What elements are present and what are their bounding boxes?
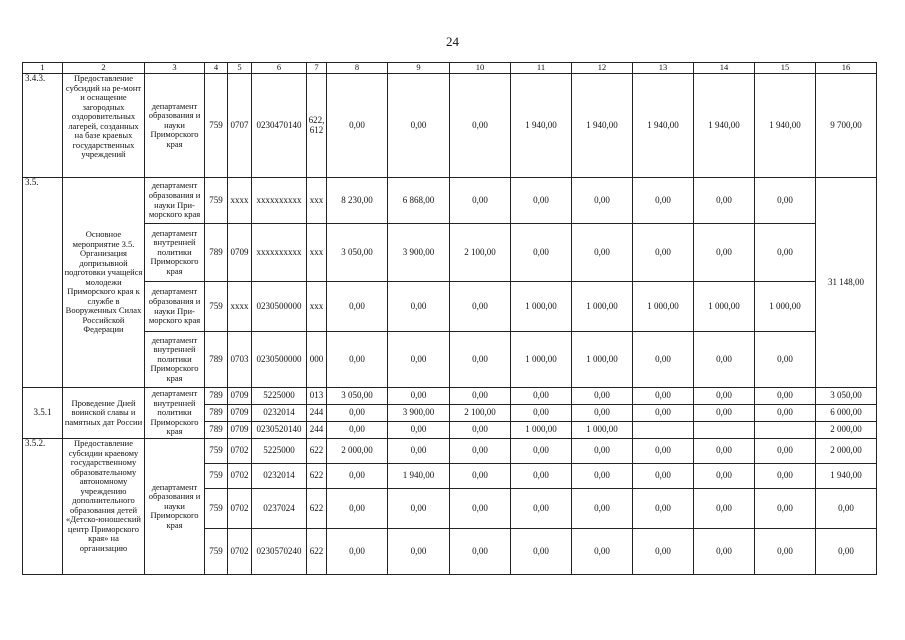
- table-cell: 0,00: [694, 464, 755, 489]
- table-cell: 0,00: [694, 405, 755, 422]
- table-cell: 622: [307, 439, 327, 464]
- table-cell: 0,00: [511, 178, 572, 224]
- table-cell: 759: [205, 529, 228, 575]
- table-cell: 0,00: [755, 332, 816, 388]
- table-cell: 1 940,00: [388, 464, 450, 489]
- table-cell: 3 050,00: [816, 388, 877, 405]
- table-cell: 789: [205, 332, 228, 388]
- table-cell: 1 940,00: [633, 74, 694, 178]
- table-cell: 0,00: [755, 529, 816, 575]
- table-cell: 0,00: [327, 74, 388, 178]
- table-cell: 3 050,00: [327, 388, 388, 405]
- table-cell: 0,00: [450, 439, 511, 464]
- header-cell: 5: [228, 63, 252, 74]
- table-cell: 2 100,00: [450, 224, 511, 282]
- table-cell: 0,00: [327, 489, 388, 529]
- header-cell: 16: [816, 63, 877, 74]
- header-cell: 8: [327, 63, 388, 74]
- table-cell: 0,00: [694, 224, 755, 282]
- table-cell: 0,00: [816, 529, 877, 575]
- table-cell: 0,00: [450, 464, 511, 489]
- budget-table: [22, 62, 877, 575]
- table-cell: 0,00: [633, 178, 694, 224]
- table-cell: 0,00: [327, 282, 388, 332]
- table-cell: 1 940,00: [694, 74, 755, 178]
- table-cell: 0,00: [633, 224, 694, 282]
- table-cell: 0702: [228, 489, 252, 529]
- executor: департамент образования и науки Приморского края: [145, 439, 205, 575]
- header-cell: 2: [63, 63, 145, 74]
- table-cell: 0,00: [511, 529, 572, 575]
- table-cell: 0,00: [694, 439, 755, 464]
- table-cell: 622: [307, 489, 327, 529]
- table-cell: 0,00: [511, 464, 572, 489]
- table-cell: 0,00: [388, 282, 450, 332]
- executor: департамент образования и науки Приморского края: [145, 74, 205, 178]
- item-name: Предоставление субсидии краевому государственному образовательному автономному учреждению дополнительного образования детей «Детско-юношеский центр Приморского края» на организацию: [63, 439, 145, 575]
- table-cell: [694, 422, 755, 439]
- table-cell: 1 000,00: [694, 282, 755, 332]
- table-cell: 1 940,00: [755, 74, 816, 178]
- table-cell: 0709: [228, 422, 252, 439]
- table-cell: 0,00: [572, 464, 633, 489]
- table-cell: 0709: [228, 388, 252, 405]
- table-cell: 6 000,00: [816, 405, 877, 422]
- table-cell: 0,00: [694, 529, 755, 575]
- table-cell: 0,00: [633, 529, 694, 575]
- table-cell: 0,00: [572, 405, 633, 422]
- table-cell: 1 940,00: [816, 464, 877, 489]
- table-cell: 0232014: [252, 405, 307, 422]
- table-cell: 1 000,00: [511, 282, 572, 332]
- table-row-3-4-3: [23, 74, 877, 178]
- table-cell: 0,00: [511, 388, 572, 405]
- table-cell: 0,00: [450, 332, 511, 388]
- header-cell: 4: [205, 63, 228, 74]
- table-cell: 0237024: [252, 489, 307, 529]
- executor: департамент образования и науки При-морского края: [145, 282, 205, 332]
- table-cell: 2 000,00: [816, 422, 877, 439]
- table-cell: 0707: [228, 74, 252, 178]
- table-cell: 9 700,00: [816, 74, 877, 178]
- table-cell: 0,00: [694, 388, 755, 405]
- table-cell: 0230570240: [252, 529, 307, 575]
- table-cell: 0703: [228, 332, 252, 388]
- table-cell: 0,00: [572, 489, 633, 529]
- item-name: Основное мероприятие 3.5. Организация допризывной подготовки учащейся молодежи Приморского края к службе в Вооруженных Силах Российской Федерации: [63, 178, 145, 388]
- table-cell: 5225000: [252, 388, 307, 405]
- table-cell: 0,00: [816, 489, 877, 529]
- table-cell: 0,00: [755, 178, 816, 224]
- table-cell: ххх: [307, 224, 327, 282]
- table-row-3-5-1: [23, 388, 877, 405]
- table-cell: 0,00: [327, 422, 388, 439]
- table-cell: 0,00: [327, 405, 388, 422]
- table-cell: 1 000,00: [511, 422, 572, 439]
- item-name: Проведение Дней воинской славы и памятных дат России: [63, 388, 145, 439]
- header-cell: 6: [252, 63, 307, 74]
- table-cell: 0230500000: [252, 332, 307, 388]
- table-cell: 789: [205, 224, 228, 282]
- table-cell: 2 100,00: [450, 405, 511, 422]
- table-cell: 0,00: [388, 332, 450, 388]
- table-cell: 759: [205, 489, 228, 529]
- table-cell: 3 900,00: [388, 405, 450, 422]
- table-row-3-5: [23, 224, 877, 282]
- table-cell: 1 000,00: [633, 282, 694, 332]
- table-cell: 0709: [228, 405, 252, 422]
- executor: департамент внутренней политики Приморского края: [145, 388, 205, 439]
- table-cell: ххх: [307, 282, 327, 332]
- table-cell: 0,00: [511, 489, 572, 529]
- table-cell: 1 000,00: [572, 332, 633, 388]
- table-cell: 759: [205, 282, 228, 332]
- table-row-3-5: [23, 178, 877, 224]
- table-cell: 0,00: [327, 529, 388, 575]
- table-cell: 0,00: [572, 529, 633, 575]
- table-cell: 8 230,00: [327, 178, 388, 224]
- header-cell: 14: [694, 63, 755, 74]
- table-cell: 1 940,00: [572, 74, 633, 178]
- executor: департамент внутренней политики Приморского края: [145, 332, 205, 388]
- table-cell: хххххххххх: [252, 178, 307, 224]
- table-cell: 2 000,00: [816, 439, 877, 464]
- table-cell: 0230470140: [252, 74, 307, 178]
- table-row-3-5: [23, 282, 877, 332]
- table-row-3-5-2: [23, 439, 877, 464]
- table-cell: 0232014: [252, 464, 307, 489]
- executor: департамент внутренней политики Приморского края: [145, 224, 205, 282]
- table-cell: 759: [205, 439, 228, 464]
- item-name: Предоставление субсидий на ре-монт и оснащение загородных оздоровительных лагерей, созданных на базе краевых государственных учреждений: [63, 74, 145, 178]
- table-cell: [633, 422, 694, 439]
- table-cell: 622, 612: [307, 74, 327, 178]
- table-cell: 0230500000: [252, 282, 307, 332]
- table-cell: [755, 422, 816, 439]
- header-cell: 3: [145, 63, 205, 74]
- table-cell: 1 000,00: [572, 282, 633, 332]
- item-number: 3.5.: [23, 178, 63, 388]
- header-cell: 11: [511, 63, 572, 74]
- table-cell: 0702: [228, 439, 252, 464]
- table-cell: 0,00: [572, 178, 633, 224]
- table-cell: 5225000: [252, 439, 307, 464]
- table-cell: 0,00: [572, 388, 633, 405]
- total-cell: 31 148,00: [816, 178, 877, 388]
- table-cell: 1 940,00: [511, 74, 572, 178]
- table-cell: хххх: [228, 282, 252, 332]
- table-cell: 789: [205, 422, 228, 439]
- table-cell: 0230520140: [252, 422, 307, 439]
- table-cell: 0,00: [755, 388, 816, 405]
- table-cell: 0,00: [388, 439, 450, 464]
- table-cell: 0,00: [511, 224, 572, 282]
- header-row: [23, 63, 877, 74]
- header-cell: 12: [572, 63, 633, 74]
- table-cell: 0,00: [327, 332, 388, 388]
- table-cell: 0702: [228, 464, 252, 489]
- table-cell: 0709: [228, 224, 252, 282]
- table-cell: 0,00: [633, 464, 694, 489]
- table-cell: 1 000,00: [755, 282, 816, 332]
- table-cell: хххх: [228, 178, 252, 224]
- table-cell: 789: [205, 405, 228, 422]
- header-cell: 13: [633, 63, 694, 74]
- table-cell: 0,00: [572, 439, 633, 464]
- table-cell: 000: [307, 332, 327, 388]
- page-number: 24: [446, 34, 459, 49]
- table-cell: 0,00: [633, 332, 694, 388]
- executor: департамент образования и науки При-морского края: [145, 178, 205, 224]
- table-cell: 0,00: [388, 489, 450, 529]
- table-cell: 0,00: [633, 439, 694, 464]
- table-cell: 0,00: [755, 489, 816, 529]
- table-cell: 759: [205, 464, 228, 489]
- table-cell: 0,00: [511, 405, 572, 422]
- table-cell: 0,00: [450, 178, 511, 224]
- item-number: 3.5.1: [23, 388, 63, 439]
- table-cell: 244: [307, 405, 327, 422]
- header-cell: 9: [388, 63, 450, 74]
- table-cell: 0,00: [511, 439, 572, 464]
- table-cell: 0,00: [633, 405, 694, 422]
- header-cell: 15: [755, 63, 816, 74]
- table-cell: 0,00: [694, 332, 755, 388]
- table-cell: 0,00: [450, 529, 511, 575]
- table-cell: 6 868,00: [388, 178, 450, 224]
- table-cell: 3 050,00: [327, 224, 388, 282]
- header-cell: 7: [307, 63, 327, 74]
- table-cell: 2 000,00: [327, 439, 388, 464]
- table-cell: 0,00: [450, 388, 511, 405]
- table-cell: 0,00: [327, 464, 388, 489]
- table-cell: 0,00: [633, 388, 694, 405]
- item-number: 3.5.2.: [23, 439, 63, 575]
- table-cell: 0,00: [450, 74, 511, 178]
- table-cell: 0,00: [694, 489, 755, 529]
- table-cell: 0,00: [388, 422, 450, 439]
- table-cell: 0,00: [755, 464, 816, 489]
- table-cell: 0,00: [755, 439, 816, 464]
- table-cell: 013: [307, 388, 327, 405]
- table-cell: 622: [307, 464, 327, 489]
- table-cell: ххх: [307, 178, 327, 224]
- table-cell: 0,00: [450, 422, 511, 439]
- table-cell: 0,00: [388, 74, 450, 178]
- table-cell: 759: [205, 74, 228, 178]
- table-cell: 0,00: [694, 178, 755, 224]
- table-cell: 0,00: [755, 405, 816, 422]
- table-cell: 244: [307, 422, 327, 439]
- table-cell: 759: [205, 178, 228, 224]
- table-cell: 0,00: [633, 489, 694, 529]
- table-cell: 0,00: [450, 489, 511, 529]
- header-cell: 1: [23, 63, 63, 74]
- table-cell: 0,00: [755, 224, 816, 282]
- table-cell: 3 900,00: [388, 224, 450, 282]
- header-cell: 10: [450, 63, 511, 74]
- table-cell: 1 000,00: [572, 422, 633, 439]
- table-cell: 0,00: [572, 224, 633, 282]
- table-cell: 0702: [228, 529, 252, 575]
- table-cell: 622: [307, 529, 327, 575]
- table-cell: 0,00: [388, 388, 450, 405]
- table-cell: 0,00: [388, 529, 450, 575]
- table-cell: 789: [205, 388, 228, 405]
- item-number: 3.4.3.: [23, 74, 63, 178]
- table-cell: хххххххххх: [252, 224, 307, 282]
- table-cell: 0,00: [450, 282, 511, 332]
- table-row-3-5: [23, 332, 877, 388]
- table-cell: 1 000,00: [511, 332, 572, 388]
